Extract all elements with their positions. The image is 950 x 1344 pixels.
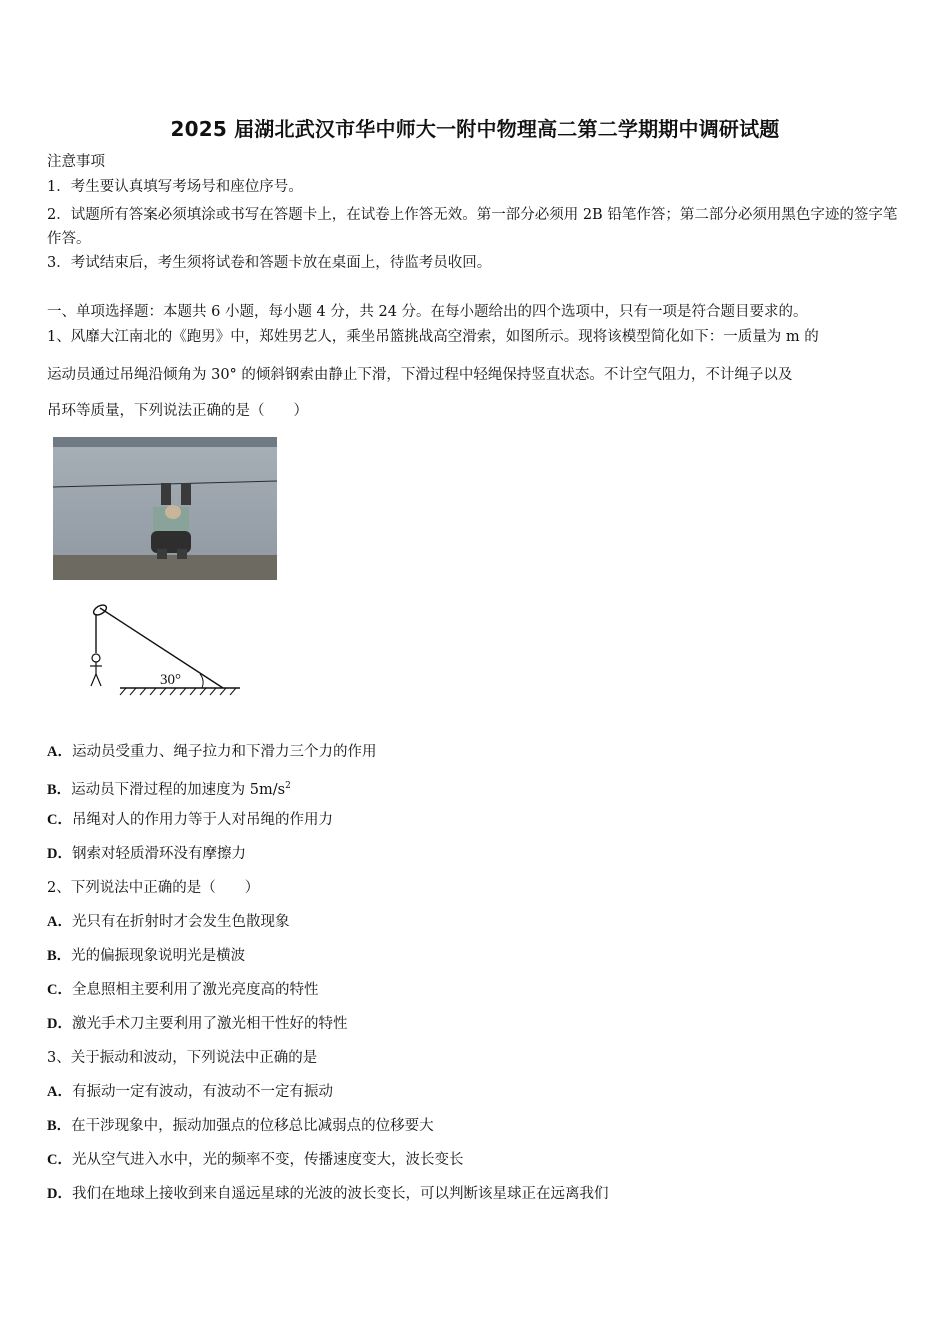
q2-option-b[interactable]: B．光的偏振现象说明光是横波 xyxy=(47,948,246,964)
q1-stem-line-2: 运动员通过吊绳沿倾角为 30° 的倾斜钢索由静止下滑，下滑过程中轻绳保持竖直状态。不计空气阻力，不计绳子以及 xyxy=(47,367,793,383)
q1-option-a[interactable]: A．运动员受重力、绳子拉力和下滑力三个力的作用 xyxy=(47,744,377,760)
q1-option-b[interactable]: B．运动员下滑过程的加速度为 $5m/s^2$ xyxy=(47,781,291,798)
q3-option-c[interactable]: C．光从空气进入水中，光的频率不变，传播速度变大，波长变长 xyxy=(47,1152,464,1168)
q2-option-d[interactable]: D．激光手术刀主要利用了激光相干性好的特性 xyxy=(47,1016,348,1032)
zipline-photo xyxy=(53,437,277,580)
q2-option-a[interactable]: A．光只有在折射时才会发生色散现象 xyxy=(47,914,290,930)
exam-title: 2025 届湖北武汉市华中师大一附中物理高二第二学期期中调研试题 xyxy=(170,117,780,141)
q3-option-d[interactable]: D．我们在地球上接收到来自遥远星球的光波的波长变长，可以判断该星球正在远离我们 xyxy=(47,1186,609,1202)
q1-stem-line-1: 1、风靡大江南北的《跑男》中，郑姓男艺人，乘坐吊篮挑战高空滑索，如图所示。现将该模型简化如下：一质量为 m 的 xyxy=(47,329,819,345)
q2-option-c[interactable]: C．全息照相主要利用了激光亮度高的特性 xyxy=(47,982,319,998)
notice-item-2: 2．试题所有答案必须填涂或书写在答题卡上，在试卷上作答无效。第一部分必须用 2B 铅笔作答；第二部分必须用黑色字迹的签字笔作答。 xyxy=(47,207,898,247)
section-heading: 一、单项选择题：本题共 6 小题，每小题 4 分，共 24 分。在每小题给出的四个选项中，只有一项是符合题目要求的。 xyxy=(47,304,808,320)
notice-item-3: 3．考试结束后，考生须将试卷和答题卡放在桌面上，待监考员收回。 xyxy=(47,255,492,271)
notice-item-1: 1．考生要认真填写考场号和座位序号。 xyxy=(47,179,303,195)
q3-option-b[interactable]: B．在干涉现象中，振动加强点的位移总比减弱点的位移要大 xyxy=(47,1118,434,1134)
q3-stem: 3、关于振动和波动，下列说法中正确的是 xyxy=(47,1050,318,1066)
q1-option-c[interactable]: C．吊绳对人的作用力等于人对吊绳的作用力 xyxy=(47,812,333,828)
q2-stem: 2、下列说法中正确的是（ ） xyxy=(47,880,260,896)
q1-stem-line-3: 吊环等质量，下列说法正确的是（ ） xyxy=(47,403,308,419)
q3-option-a[interactable]: A．有振动一定有波动，有波动不一定有振动 xyxy=(47,1084,333,1100)
incline-diagram xyxy=(78,598,248,698)
q1-option-d[interactable]: D．钢索对轻质滑环没有摩擦力 xyxy=(47,846,246,862)
angle-label: 30° xyxy=(160,672,181,688)
notice-heading: 注意事项 xyxy=(47,154,105,170)
